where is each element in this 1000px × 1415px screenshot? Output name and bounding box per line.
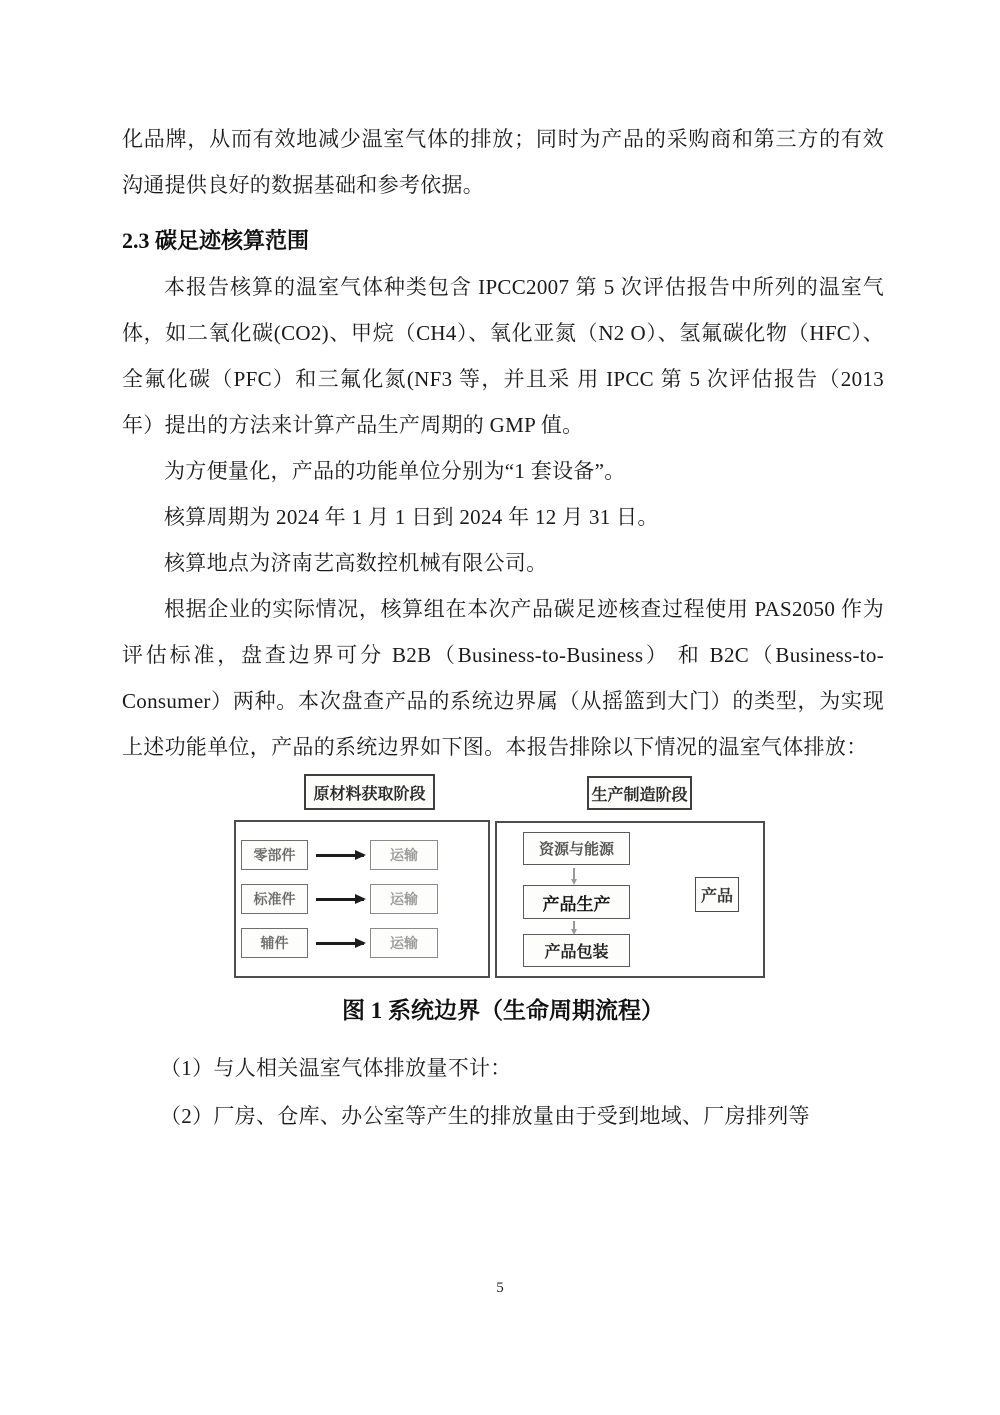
arrow-right-icon xyxy=(316,942,364,945)
box-transport-2: 运输 xyxy=(370,884,438,914)
stage-title-manufacturing: 生产制造阶段 xyxy=(587,776,692,810)
box-standard-parts: 标准件 xyxy=(241,884,308,914)
paragraph: 核算周期为 2024 年 1 月 1 日到 2024 年 12 月 31 日。 xyxy=(164,505,659,529)
box-resources-energy: 资源与能源 xyxy=(523,832,630,865)
section-heading: 2.3 碳足迹核算范围 xyxy=(122,228,310,253)
exclusion-item: （2）厂房、仓库、办公室等产生的排放量由于受到地域、厂房排列等 xyxy=(160,1104,810,1128)
paragraph: 根据企业的实际情况，核算组在本次产品碳足迹核查过程使用 PAS2050 作为评估标准，盘查边界可分 B2B（Business-to-Business） 和 B2C（Business-to-Consumer）两种。本次盘查产品的系统边界属（从摇篮到大门）的类型，为实现上述功能单位，产品的系统边界如下图。本报告排除以下情况的温室气体排放： xyxy=(122,597,884,759)
arrow-down-icon xyxy=(573,921,575,930)
box-transport-3: 运输 xyxy=(370,928,438,958)
paragraph: 核算地点为济南艺高数控机械有限公司。 xyxy=(164,551,548,575)
box-product-packaging: 产品包装 xyxy=(523,934,630,967)
paragraph: 本报告核算的温室气体种类包含 IPCC2007 第 5 次评估报告中所列的温室气体，如二氧化碳(CO2)、甲烷（CH4）、氧化亚氮（N2 O）、氢氟碳化物（HFC）、全氟化碳（PFC）和三氟化氮(NF3 等，并且采 用 IPCC 第 5 次评估报告（2013 年）提出的方法来计算产品生产周期的 GMP 值。 xyxy=(122,275,884,437)
paragraph-continuation: 化品牌，从而有效地减少温室气体的排放；同时为产品的采购商和第三方的有效沟通提供良好的数据基础和参考依据。 xyxy=(122,127,884,197)
arrow-right-icon xyxy=(316,898,364,901)
figure-caption: 图 1 系统边界（生命周期流程） xyxy=(342,998,664,1023)
exclusion-item: （1）与人相关温室气体排放量不计： xyxy=(160,1056,512,1080)
box-product-production: 产品生产 xyxy=(523,885,630,919)
box-transport-1: 运输 xyxy=(370,840,438,870)
page-content xyxy=(122,116,884,1140)
arrow-right-icon xyxy=(316,854,364,857)
box-components: 零部件 xyxy=(241,840,308,870)
box-product: 产品 xyxy=(695,877,739,912)
paragraph: 为方便量化，产品的功能单位分别为“1 套设备”。 xyxy=(164,459,626,483)
stage-title-raw-material: 原材料获取阶段 xyxy=(304,774,435,810)
exclusion-list xyxy=(122,1044,884,1140)
box-accessories: 辅件 xyxy=(241,928,308,958)
page-number: 5 xyxy=(496,1280,504,1296)
figure-system-boundary xyxy=(122,772,884,986)
arrow-down-icon xyxy=(573,868,575,880)
